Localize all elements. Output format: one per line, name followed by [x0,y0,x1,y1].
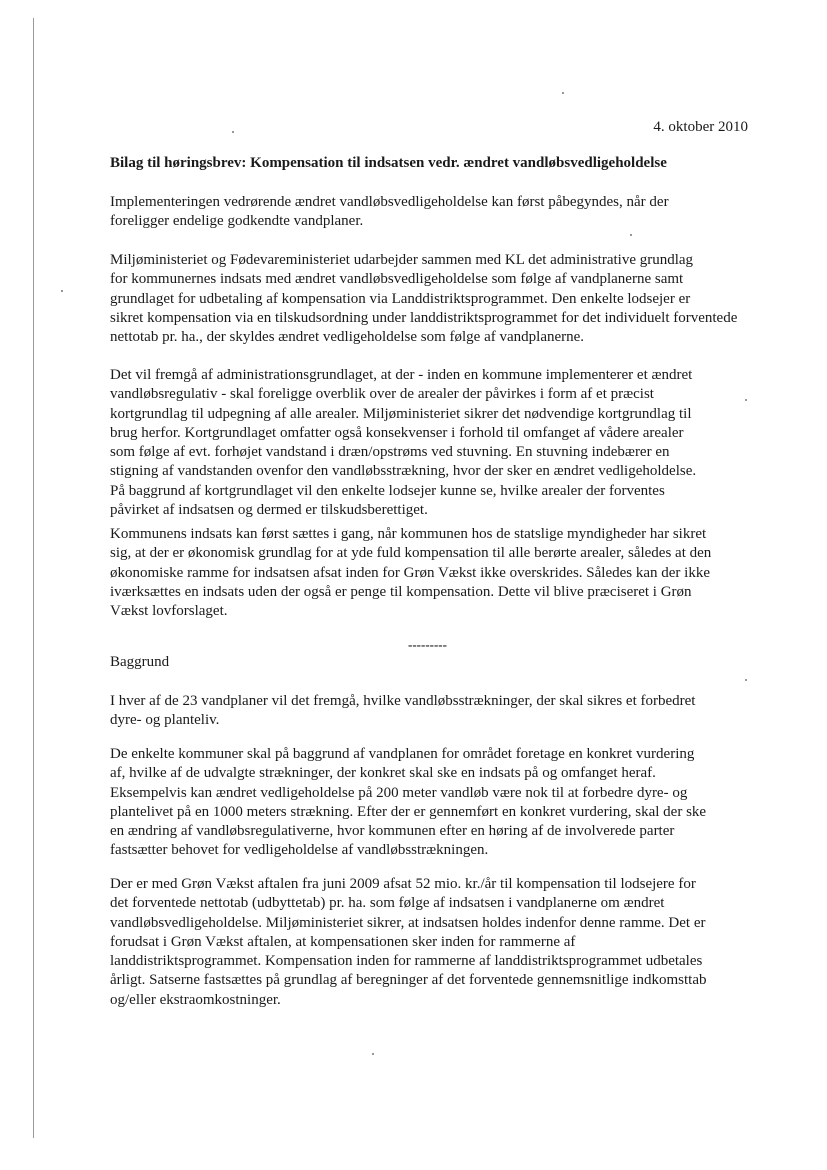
paragraph-4: Kommunens indsats kan først sættes i gang, når kommunen hos de statslige myndigheder har sikret sig, at der er økonomisk grundlag for at yde fuld kompensation til alle berørte arealer, således at den økonomiske ramme for indsatsen afsat inden for Grøn Vækst ikke overskrides. Således kan der ikke iværksættes en indsats uden der også er penge til kompensation. Dette vil blive præciseret i Grøn Vækst lovforslaget. [110,526,712,620]
scan-speck [372,1053,374,1055]
paragraph-1: Implementeringen vedrørende ændret vandløbsvedligeholdelse kan først påbegyndes, når der foreligger endelige godkendte vandplaner. [110,194,669,230]
document-date: 4. oktober 2010 [653,119,748,135]
section-paragraph-1: I hver af de 23 vandplaner vil det fremgå, hvilke vandløbsstrækninger, der skal sikres et forbedret dyre- og planteliv. [110,693,696,729]
scan-margin-line [33,18,34,1138]
scan-speck [562,92,564,94]
section-divider: --------- [408,637,447,652]
paragraph-3: Det vil fremgå af administrationsgrundlaget, at der - inden en kommune implementerer et ændret vandløbsregulativ - skal foreligge overblik over de arealer der påvirkes i form af et præcist kortgrundlag til udpegning af alle arealer. Miljøministeriet sikrer det nødvendige kortgrundlag til brug herfor. Kortgrundlaget omfatter også konsekvenser i forhold til omfanget af vådere arealer som følge af evt. forhøjet vandstand i dræn/opstrøms ved stuvning. En stuvning indebærer en stigning af vandstanden ovenfor den vandløbsstrækning, hvor der sker en ændret vedligeholdelse. På baggrund af kortgrundlaget vil den enkelte lodsejer kunne se, hvilke arealer der forventes påvirket af indsatsen og dermed er tilskudsberettiget. [110,367,697,519]
section-paragraph-3: Der er med Grøn Vækst aftalen fra juni 2009 afsat 52 mio. kr./år til kompensation til lodsejere for det forventede nettotab (udbyttetab) pr. ha. som følge af indsatsen i vandplanerne om ændret vandløbsvedligeholdelse. Miljøministeriet sikrer, at indsatsen holdes indenfor denne ramme. Det er forudsat i Grøn Vækst aftalen, at kompensationen sker inden for rammerne af landdistriktsprogrammet. Kompensation inden for rammerne af landdistriktsprogrammet udbetales årligt. Satserne fastsættes på grundlag af beregninger af det forventede gennemsnitlige indkomsttab og/eller ekstraomkostninger. [110,876,707,1008]
section-paragraph-2: De enkelte kommuner skal på baggrund af vandplanen for området foretage en konkret vurdering af, hvilke af de udvalgte strækninger, der konkret skal ske en indsats på og omfanget heraf. Eksempelvis kan ændret vedligeholdelse på 200 meter vandløb være nok til at forbedre dyre- og plantelivet på en 1000 meters strækning. Efter der er gennemført en konkret vurdering, skal der ske en ændring af vandløbsregulativerne, hvor kommunen efter en høring af de involverede parter fastsætter behovet for vedligeholdelse af vandløbsstrækningen. [110,746,707,859]
scan-speck [232,131,234,133]
paragraph-2: Miljøministeriet og Fødevareministeriet udarbejder sammen med KL det administrative grundlag for kommunernes indsats med ændret vandløbsvedligeholdelse som følge af vandplanerne samt grundlaget for udbetaling af kompensation via Landdistriktsprogrammet. Den enkelte lodsejer er sikret kompensation via en tilskudsordning under landdistriktsprogrammet for det individuelt forventede nettotab pr. ha., der skyldes ændret vedligeholdelse som følge af vandplanerne. [110,252,738,346]
scan-speck [61,290,63,292]
scan-speck [630,234,632,236]
scan-speck [745,679,747,681]
section-heading: Baggrund [110,654,170,670]
document-title: Bilag til høringsbrev: Kompensation til indsatsen vedr. ændret vandløbsvedligeholdelse [110,155,667,171]
